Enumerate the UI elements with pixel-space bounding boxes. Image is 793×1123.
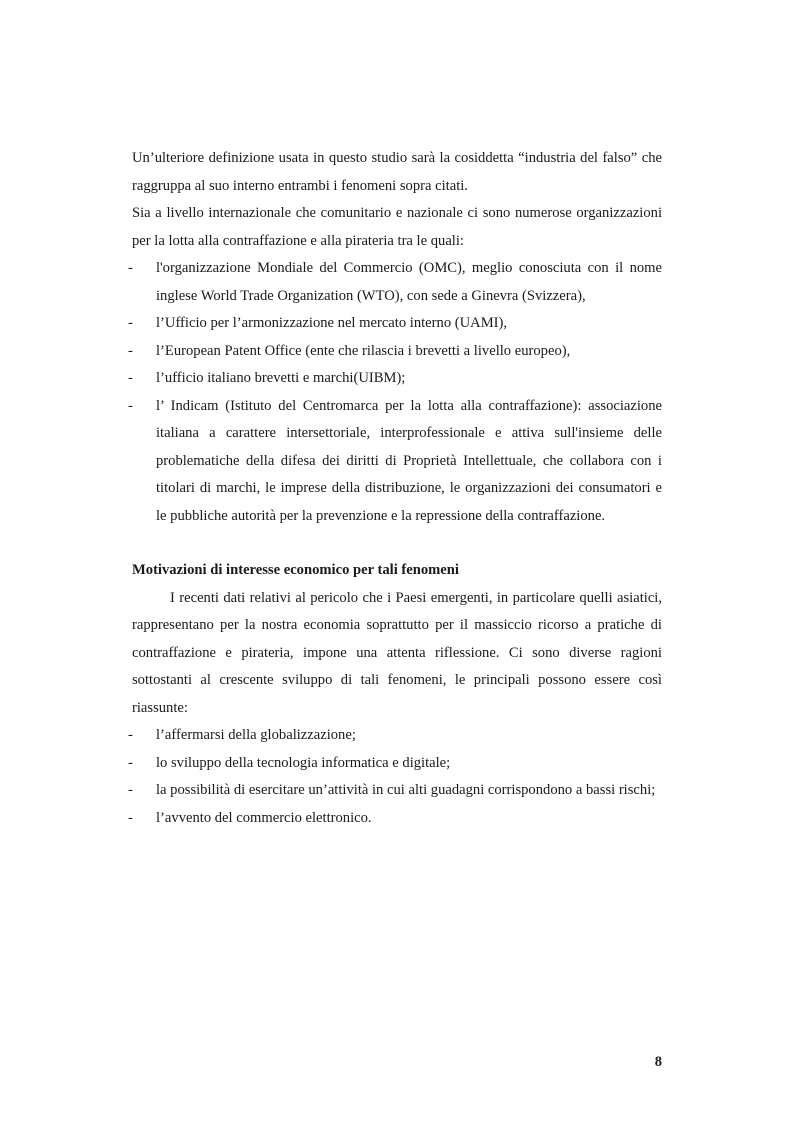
page-number: 8 [654, 1054, 662, 1070]
list-item [128, 777, 662, 805]
list-item [128, 338, 662, 366]
list-item [128, 310, 662, 338]
section-heading: Motivazioni di interesse economico per tali fenomeni [132, 562, 459, 578]
intro-paragraph-2: Sia a livello internazionale che comunitario e nazionale ci sono numerose organizzazioni per la lotta alla contraffazione e alla pirateria tra le quali: [132, 205, 662, 249]
bullet-dash: - [128, 727, 133, 743]
list-item-text: l’ Indicam (Istituto del Centromarca per la lotta alla contraffazione): associazione italiana a carattere intersettoriale, interprofessionale e attiva sull'insieme delle problematiche della difesa dei diritti di Proprietà Intellettuale, che collabora con i titolari di marchi, le imprese della distribuzione, le organizzazioni dei consumatori e le pubbliche autorità per la prevenzione e la repressione della contraffazione. [156, 397, 662, 524]
bullet-dash: - [128, 342, 133, 359]
list-item [128, 805, 662, 833]
list-item-text: l’Ufficio per l’armonizzazione nel mercato interno (UAMI), [156, 315, 508, 331]
list-item-text: l’European Patent Office (ente che rilascia i brevetti a livello europeo), [156, 342, 571, 359]
section-paragraph: I recenti dati relativi al pericolo che i Paesi emergenti, in particolare quelli asiatici, rappresentano per la nostra economia soprattutto per il massiccio ricorso a pratiche di contraffazione e pirateria, impone una attenta riflessione. Ci sono diverse ragioni sottostanti al crescente sviluppo di tali fenomeni, le principali possono essere così riassunte: [132, 589, 662, 716]
list-item-text: l’ufficio italiano brevetti e marchi(UIBM); [156, 370, 406, 386]
organizations-list [128, 255, 662, 530]
list-item-text: l'organizzazione Mondiale del Commercio (OMC), meglio conosciuta con il nome inglese World Trade Organization (WTO), con sede a Ginevra (Svizzera), [156, 260, 662, 304]
list-item [128, 255, 662, 310]
list-item-text: lo sviluppo della tecnologia informatica e digitale; [156, 754, 451, 771]
bullet-dash: - [128, 397, 133, 414]
list-item [128, 750, 662, 778]
list-item-text: la possibilità di esercitare un’attività in cui alti guadagni corrispondono a bassi rischi; [156, 782, 656, 798]
bullet-dash: - [128, 782, 133, 798]
bullet-dash: - [128, 370, 133, 386]
bullet-dash: - [128, 754, 133, 771]
list-item-text: l’affermarsi della globalizzazione; [156, 727, 356, 743]
bullet-dash: - [128, 809, 133, 826]
intro-paragraph-1: Un’ulteriore definizione usata in questo studio sarà la cosiddetta “industria del falso” che raggruppa al suo interno entrambi i fenomeni sopra citati. [132, 150, 662, 194]
bullet-dash: - [128, 260, 133, 276]
bullet-dash: - [128, 315, 133, 331]
page-body [128, 145, 662, 832]
list-item-text: l’avvento del commercio elettronico. [156, 809, 372, 826]
reasons-list [128, 722, 662, 832]
list-item [128, 365, 662, 393]
list-item [128, 722, 662, 750]
list-item [128, 393, 662, 531]
